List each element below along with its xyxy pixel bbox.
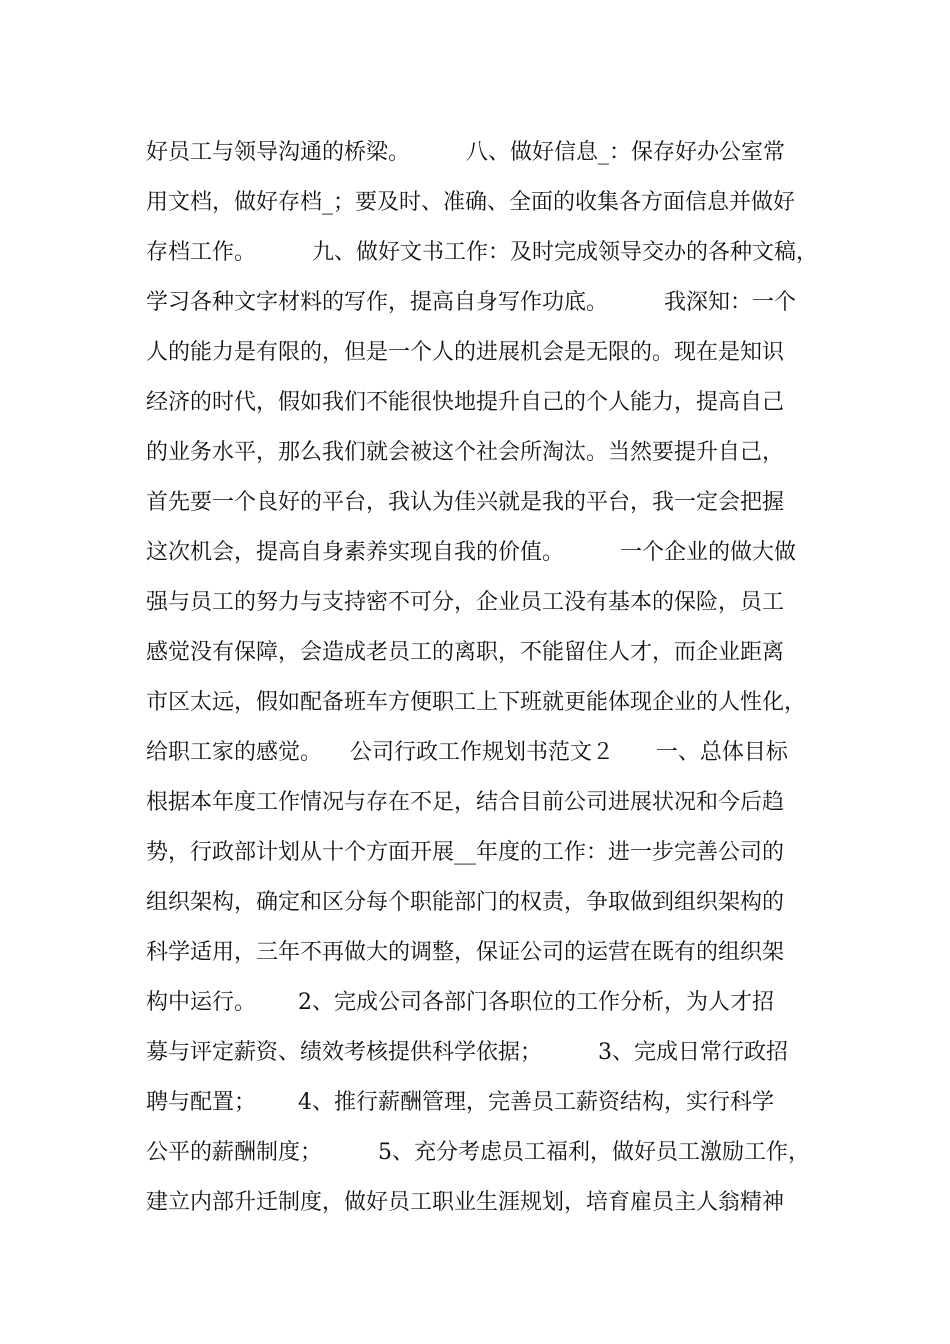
text-line: 用文档，做好存档_；要及时、准确、全面的收集各方面信息并做好 xyxy=(146,190,796,215)
text-line: 市区太远，假如配备班车方便职工上下班就更能体现企业的人性化， xyxy=(146,690,807,715)
text-line: 首先要一个良好的平台，我认为佳兴就是我的平台，我一定会把握 xyxy=(146,490,785,515)
text-line: 构中运行。 2、完成公司各部门各职位的工作分析，为人才招 xyxy=(146,990,774,1015)
text-line: 经济的时代，假如我们不能很快地提升自己的个人能力，提高自己 xyxy=(146,390,785,415)
text-line: 根据本年度工作情况与存在不足，结合目前公司进展状况和今后趋 xyxy=(146,790,785,815)
text-line: 这次机会，提高自身素养实现自我的价值。 一个企业的做大做 xyxy=(146,540,796,565)
text-line: 势，行政部计划从十个方面开展__年度的工作：进一步完善公司的 xyxy=(146,840,785,865)
text-line: 强与员工的努力与支持密不可分，企业员工没有基本的保险，员工 xyxy=(146,590,785,615)
text-line: 公平的薪酬制度； 5、充分考虑员工福利，做好员工激励工作， xyxy=(146,1140,810,1165)
text-line: 科学适用，三年不再做大的调整，保证公司的运营在既有的组织架 xyxy=(146,940,785,965)
text-line: 募与评定薪资、绩效考核提供科学依据； 3、完成日常行政招 xyxy=(146,1040,788,1065)
text-line: 感觉没有保障，会造成老员工的离职，不能留住人才，而企业距离 xyxy=(146,640,785,665)
text-line: 组织架构，确定和区分每个职能部门的权责，争取做到组织架构的 xyxy=(146,890,785,915)
text-line: 学习各种文字材料的写作，提高自身写作功底。 我深知：一个 xyxy=(146,290,796,315)
text-line: 人的能力是有限的，但是一个人的进展机会是无限的。现在是知识 xyxy=(146,340,785,365)
text-line: 给职工家的感觉。 公司行政工作规划书范文２ 一、总体目标 xyxy=(146,740,788,765)
text-line: 建立内部升迁制度，做好员工职业生涯规划，培育雇员主人翁精神 xyxy=(146,1190,785,1215)
text-line: 的业务水平，那么我们就会被这个社会所淘汰。当然要提升自己， xyxy=(146,440,785,465)
text-line: 好员工与领导沟通的桥梁。 八、做好信息_：保存好办公室常 xyxy=(146,140,785,165)
text-line: 存档工作。 九、做好文书工作：及时完成领导交办的各种文稿， xyxy=(146,240,818,265)
text-line: 聘与配置； 4、推行薪酬管理，完善员工薪资结构，实行科学 xyxy=(146,1090,774,1115)
